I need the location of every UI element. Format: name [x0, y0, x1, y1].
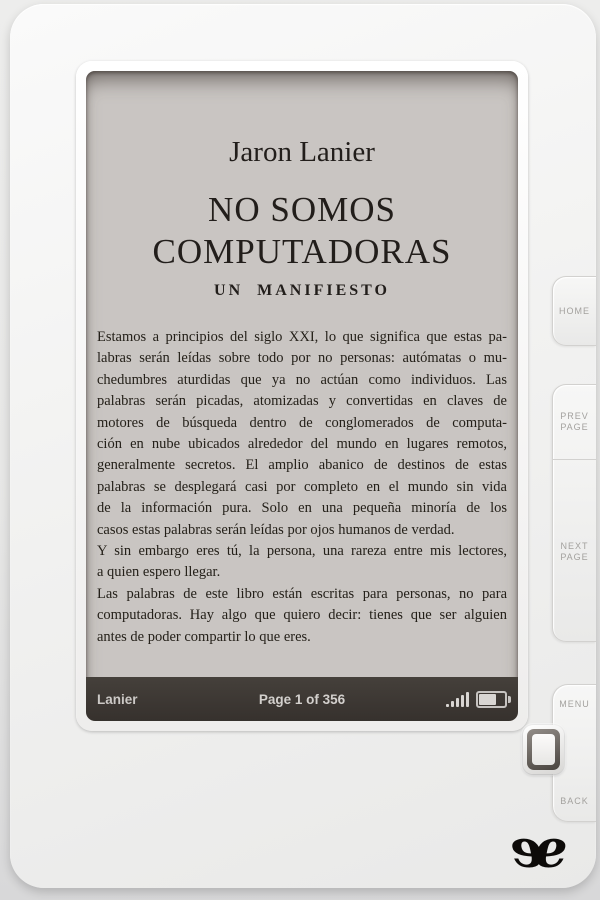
menu-button[interactable]: MENU	[559, 699, 590, 709]
logo-glyph-e: e	[534, 818, 568, 880]
body-line: labras serán leídas sobre todo por no personas: autómatas o mu-	[97, 350, 507, 367]
home-button-label: HOME	[559, 305, 590, 316]
body-line: palabras se desplegará casi por completo en el mundo sin vida	[97, 478, 507, 495]
body-line: Las palabras de este libro están escritas para personas, no para	[97, 585, 507, 602]
body-text	[97, 327, 507, 648]
body-line: de la información pura. Solo en una pequeña minoría de los	[97, 500, 507, 517]
battery-icon	[476, 691, 507, 708]
prev-page-button[interactable]	[553, 385, 596, 460]
body-line: palabras serán picadas, atomizadas y convertidas en claves de	[97, 393, 507, 410]
screen-bezel	[76, 61, 528, 731]
body-line: a quien espero llegar.	[97, 564, 221, 581]
book-title	[86, 189, 518, 273]
body-line: antes de poder compartir lo que eres.	[97, 628, 311, 645]
body-line: Estamos a principios del siglo XXI, lo que significa que estas pa-	[97, 329, 507, 345]
logo-glyph-mirrored-e: e	[510, 818, 544, 880]
book-subtitle: UN MANIFIESTO	[214, 282, 390, 299]
author-name: Jaron Lanier	[229, 136, 375, 168]
body-line: motores de búsqueda dentro de conglomerados de computa-	[97, 414, 507, 431]
page-indicator: Page 1 of 356	[258, 691, 346, 707]
body-line: ción en nube ubicados alrededor del mundo en lugares remotos,	[97, 436, 507, 453]
status-book-label: Lanier	[97, 691, 138, 707]
signal-strength-icon	[446, 692, 469, 707]
five-way-controller-button[interactable]	[523, 725, 564, 774]
body-line: generalmente secretos. El amplio abanico de destinos de estas	[97, 457, 507, 474]
epublibre-logo-icon	[500, 818, 578, 880]
controller-ring-icon	[527, 729, 560, 770]
next-page-label: NEXT PAGE	[560, 540, 589, 562]
screen	[86, 71, 518, 721]
prev-page-label: PREV PAGE	[560, 411, 589, 432]
book-page	[86, 135, 518, 648]
book-title-line-1: NO SOMOS	[208, 190, 396, 229]
status-icons	[446, 691, 507, 708]
body-line: casos estas palabras serán leídas por ojos humanos de verdad.	[97, 521, 455, 538]
body-line: computadoras. Hay algo que quiero decir: tienes que ser alguien	[97, 607, 507, 624]
controller-select-icon	[532, 734, 555, 765]
book-title-line-2: COMPUTADORAS	[152, 232, 452, 271]
next-page-button[interactable]	[553, 460, 596, 643]
status-bar	[86, 677, 518, 721]
page-buttons	[552, 384, 596, 642]
body-line: chedumbres aturdidas que ya no actúan como individuos. Las	[97, 371, 507, 388]
body-line: Y sin embargo eres tú, la persona, una rareza entre mis lectores,	[97, 543, 507, 560]
home-button[interactable]	[552, 276, 596, 346]
back-button[interactable]: BACK	[560, 796, 589, 806]
